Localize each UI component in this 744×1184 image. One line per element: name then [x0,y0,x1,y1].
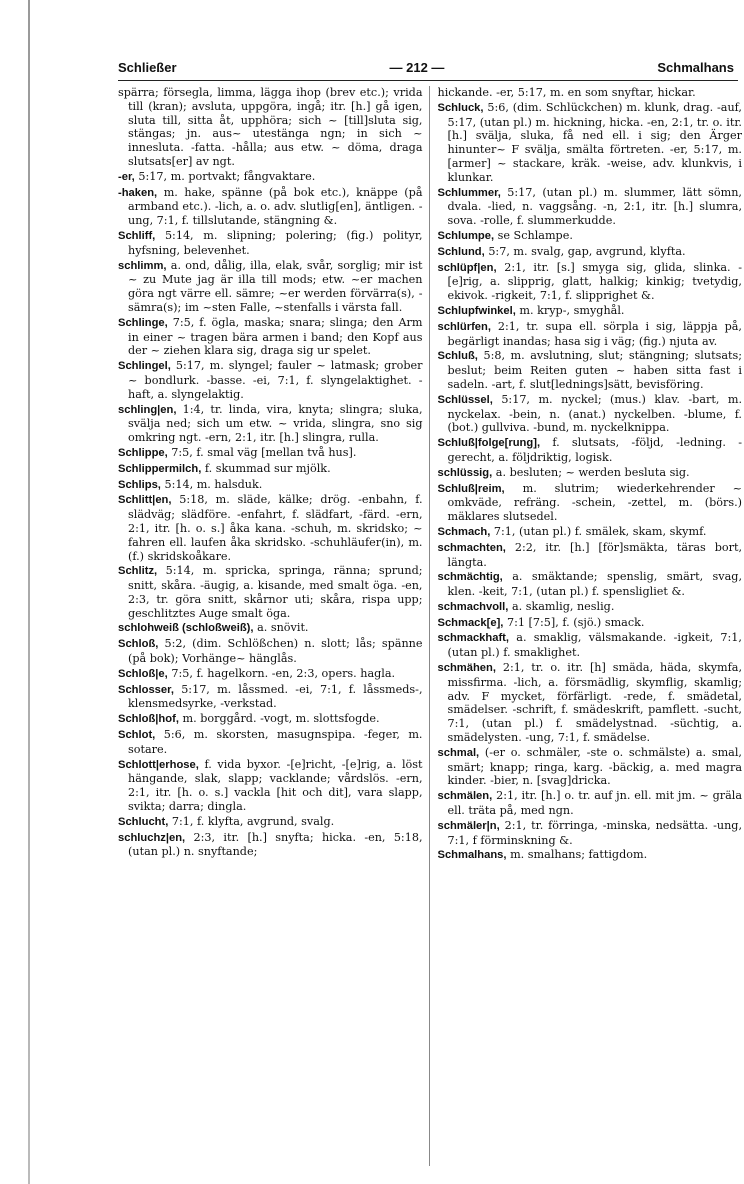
entry-definition: 2:1, tr. förringa, -minska, nedsätta. -ung, 7:1, f förminskning &. [447,818,742,847]
entry-headword: Schluß, [437,350,478,363]
entry-headword: schling|en, [118,403,177,416]
dictionary-entry [118,186,423,228]
entry-headword: Schloß|e, [118,667,168,680]
entry-definition: 5:17, m. låssmed. -ei, 7:1, f. låssmeds-, klensmedsyrke, -verkstad. [128,682,423,711]
dictionary-entry [438,848,743,863]
entry-definition: a. skamlig, neslig. [511,599,615,613]
entry-headword: schmächtig, [437,571,503,584]
entry-definition: 2:1, itr. [h.] o. tr. auf jn. ell. mit jm. ~ gräla ell. träta på, med ngn. [447,789,742,818]
dictionary-entry [118,637,423,666]
entry-headword: Schloß, [118,638,159,651]
entry-definition: 5:17, m. slyngel; fauler ~ latmask; grober ~ bondlurk. -basse. -ei, 7:1, f. slyngelaktighet. -haft, a. slyngelaktig. [128,359,423,401]
entry-headword: schlohweiß (schloßweiß), [118,622,254,635]
entry-definition: a. smaklig, välsmakande. -igkeit, 7:1, (utan pl.) f. smaklighet. [447,631,742,660]
entry-definition: 7:5, f. smal väg [mellan två hus]. [171,445,357,459]
entry-headword: schmal, [437,746,480,759]
dictionary-entry [118,316,423,358]
entry-definition: 5:14, m. halsduk. [164,477,263,491]
dictionary-entry [118,621,423,636]
dictionary-entry [118,728,423,757]
entry-definition: a. snövit. [257,621,309,635]
dictionary-entry [438,541,743,570]
dictionary-entry [438,229,743,244]
entry-definition: 7:5, f. ögla, maska; snara; slinga; den Arm in einer ~ tragen bära armen i band; den Kopf aus der ~ ziehen klara sig, draga sig ur spelet. [128,315,423,358]
entry-definition: 7:1, f. klyfta, avgrund, svalg. [171,814,335,828]
dictionary-entry [118,478,423,493]
entry-definition: 7:1 [7:5], f. (sjö.) smack. [506,615,645,629]
entry-definition: 7:1, (utan pl.) f. smälek, skam, skymf. [493,524,707,538]
entry-definition: 2:1, tr. supa ell. sörpla i sig, läppja på, begärligt inandas; hasa sig i väg; (fig.) njuta av. [447,319,742,348]
dictionary-entry [438,661,743,745]
entry-headword: schmackhaft, [437,632,510,645]
page-number: — 212 — [389,60,445,75]
dictionary-entry [118,170,423,185]
entry-headword: -haken, [118,186,158,199]
entry-headword: Schlitt|en, [118,494,172,507]
entry-definition: 5:2, (dim. Schlößchen) n. slott; lås; spänne (på bok); Vorhänge~ hänglås. [128,637,423,666]
dictionary-entry [118,86,423,169]
dictionary-columns [118,86,742,1166]
page-edge-line [28,0,30,1184]
dictionary-entry [118,564,423,620]
entry-headword: Schlosser, [118,683,174,696]
entry-headword: schmachten, [437,541,506,554]
entry-headword: schlimm, [118,259,167,272]
entry-headword: Schluck, [437,101,484,114]
entry-headword: Schlot, [118,729,156,742]
entry-headword: Schlumpe, [437,229,495,242]
running-header [118,60,734,82]
dictionary-entry [438,631,743,660]
entry-headword: schluchz|en, [118,831,186,844]
dictionary-entry [118,359,423,401]
entry-headword: Schlund, [437,245,485,258]
entry-headword: Schlucht, [118,815,169,828]
entry-definition: 2:2, itr. [h.] [för]smäkta, täras bort, längta. [447,540,742,569]
entry-headword: Schluß|reim, [437,482,505,495]
entry-headword: Schliff, [118,229,156,242]
entry-headword: schlüssig, [437,466,493,479]
entry-definition: 5:8, m. avslutning, slut; stängning; slutsats; beslut; beim Reiten guten ~ haben sitta fast i sadeln. -art, f. slut[lednings]sätt, bevisföring. [447,349,742,391]
entry-definition: a. ond, dålig, illa, elak, svår, sorglig; mir ist ~ zu Mute jag är illa till mods; etw. ~er machen göra ngt värre ell. sämre; ~er werden förvärra(s), -sämra(s); im ~sten Falle, ~stenfalls i värsta fall. [128,258,423,314]
dictionary-entry [438,320,743,349]
column-divider [429,86,430,1166]
dictionary-entry [438,261,743,303]
entry-definition: 5:6, m. skorsten, masugnspipa. -feger, m. sotare. [128,728,423,756]
dictionary-entry [118,831,423,860]
dictionary-entry [438,600,743,615]
entry-headword: schlüpf|en, [437,261,497,274]
entry-headword: Schluß|folge[rung], [437,437,541,450]
entry-headword: Schlummer, [437,186,501,199]
entry-definition: f. skummad sur mjölk. [204,461,331,475]
dictionary-entry [438,466,743,481]
entry-definition: f. vida byxor. -[e]richt, -[e]rig, a. löst hängande, slak, slapp; vacklande; vårdslös. -ern, 2:1, itr. [h. o. s.] vackla [hit och dit], vara slapp, svikta; darra; dingla. [128,757,423,814]
entry-definition: hickande. -er, 5:17, m. en som snyftar, hickar. [437,86,696,99]
dictionary-entry [118,758,423,814]
entry-definition: m. borggård. -vogt, m. slottsfogde. [182,712,380,726]
entry-definition: 5:18, m. släde, kälke; drög. -enbahn, f. slädväg; slädföre. -enfahrt, f. slädfart, -färd. -ern, 2:1, itr. [h. o. s.] åka kana. -schuh, m. skridsko; ~ fahren ell. laufen åka skridsko. -schuhläufer(in), m. (f.) skridskoåkare. [128,493,423,563]
entry-headword: -er, [118,170,135,183]
column-right [438,86,743,1166]
entry-definition: f. slutsats, -följd, -ledning. -gerecht, a. följdriktig, logisk. [447,436,742,464]
entry-definition: (-er o. schmäler, -ste o. schmälste) a. smal, smärt; knapp; ringa, karg. -bäckig, a. med magra kinder. -bier, n. [svag]dricka. [447,745,742,788]
column-left [118,86,423,1166]
entry-headword: Schlips, [118,478,161,491]
entry-headword: Schlüssel, [437,393,493,406]
dictionary-entry [118,683,423,712]
entry-headword: Schlippermilch, [118,462,202,475]
dictionary-entry [438,819,743,848]
dictionary-entry [118,259,423,315]
entry-headword: Schlippe, [118,446,168,459]
entry-headword: Schlingel, [118,360,171,373]
entry-definition: 5:6, (dim. Schlückchen) m. klunk, drag. -auf, 5:17, (utan pl.) m. hickning, hicka. -en, 2:1, tr. o. itr. [h.] svälja, sluka, få ned ell. i sig; den Ärger hinunter~ F svälja, smälta förtreten. -er, 5:17, m. [armer] ~ stackare, kräk. -weise, adv. klunkvis, i klunkar. [447,100,742,184]
entry-headword: schmachvoll, [437,600,509,613]
entry-headword: Schlitz, [118,565,158,578]
dictionary-entry [438,393,743,435]
entry-definition: a. besluten; ~ werden besluta sig. [495,465,690,479]
entry-headword: schmälen, [437,790,493,803]
entry-headword: Schlott|erhose, [118,758,199,771]
entry-headword: Schlinge, [118,316,168,329]
entry-definition: 5:7, m. svalg, gap, avgrund, klyfta. [488,244,686,258]
dictionary-entry [438,349,743,391]
entry-headword: Schlupfwinkel, [437,304,516,317]
entry-definition: m. slutrim; wiederkehrender ~ omkväde, refräng. -schein, -zettel, m. (börs.) mäklares slutsedel. [447,481,742,524]
dictionary-entry [438,304,743,319]
entry-headword: Schmalhans, [437,849,507,862]
entry-headword: schlürfen, [437,320,491,333]
header-rule [118,80,738,81]
dictionary-entry [438,101,743,185]
dictionary-entry [438,570,743,599]
dictionary-entry [438,789,743,818]
dictionary-entry [438,436,743,465]
dictionary-entry [438,86,743,100]
entry-definition: m. kryp-, smyghål. [519,303,625,317]
entry-definition: 5:14, m. spricka, springa, ränna; sprund; snitt, skåra. -äugig, a. kisande, med smalt öga. -en, 2:3, tr. göra snitt, skårnor uti; skåra, rispa upp; geschlitztes Auge smalt öga. [128,564,423,620]
entry-definition: 5:17, m. portvakt; fångvaktare. [138,169,316,183]
entry-definition: a. smäktande; spenslig, smärt, svag, klen. -keit, 7:1, (utan pl.) f. spensligliet &. [447,570,742,599]
entry-definition: m. smalhans; fattigdom. [510,848,648,862]
dictionary-entry [118,403,423,445]
dictionary-entry [438,525,743,540]
entry-definition: 5:17, (utan pl.) m. slummer, lätt sömn, dvala. -lied, n. vaggsång. -n, 2:1, itr. [h.] slumra, sova. -rolle, f. slummerkudde. [447,185,742,228]
entry-definition: 2:3, itr. [h.] snyfta; hicka. -en, 5:18, (utan pl.) n. snyftande; [128,830,423,859]
entry-definition: 7:5, f. hagelkorn. -en, 2:3, opers. hagla. [171,666,396,680]
dictionary-entry [438,482,743,524]
entry-headword: schmähen, [437,662,496,675]
dictionary-entry [438,186,743,228]
entry-definition: 2:1, itr. [s.] smyga sig, glida, slinka. -[e]rig, a. slipprig, glatt, halkig; kinkig; tvetydig, ekivok. -rigkeit, 7:1, f. slipprighet &. [447,260,742,303]
entry-definition: se Schlampe. [497,228,573,242]
entry-definition: 2:1, tr. o. itr. [h] smäda, häda, skymfa, missfirma. -lich, a. försmädlig, skymflig, skamlig; adv. F mycket, förfärligt. -rede, f. smädetal, smädelser. -schrift, f. smädeskrift, pamflett. -sucht, 7:1, (utan pl.) f. smädelystnad. -süchtig, a. smädelysten. -ung, 7:1, f. smädelse. [447,661,742,745]
entry-headword: schmäler|n, [437,819,500,832]
dictionary-entry [118,493,423,563]
dictionary-entry [118,462,423,477]
header-left-guideword: Schließer [118,60,177,75]
dictionary-entry [118,667,423,682]
entry-definition: 5:17, m. nyckel; (mus.) klav. -bart, m. nyckelax. -bein, n. (anat.) nyckelben. -blume, f. (bot.) gullviva. -bund, m. nyckelknippa. [447,392,742,435]
dictionary-entry [118,712,423,727]
dictionary-entry [438,616,743,631]
entry-definition: spärra; försegla, limma, lägga ihop (brev etc.); vrida till (kran); avsluta, uppgöra, ingå; itr. [h.] gå igen, sluta till, sitta åt, upphöra; sich ~ [till]sluta sig, stängas; jn. aus~ utestänga ngn; in sich ~ innesluta. -fatta. -hålla; aus etw. ~ döma, draga slutsats[er] av ngt. [118,86,423,168]
dictionary-entry [118,446,423,461]
entry-definition: m. hake, spänne (på bok etc.), knäppe (på armband etc.). -lich, a. o. adv. slutlig[en], äntligen. -ung, 7:1, f. tillslutande, stängning &. [128,185,423,228]
dictionary-entry [118,815,423,830]
entry-headword: Schloß|hof, [118,713,179,726]
entry-headword: Schmack[e], [437,616,504,629]
dictionary-entry [118,229,423,258]
header-right-guideword: Schmalhans [657,60,734,75]
entry-definition: 1:4, tr. linda, vira, knyta; slingra; sluka, svälja ned; sich um etw. ~ vrida, slingra, sno sig omkring ngt. -ern, 2:1, itr. [h.] slingra, rulla. [128,402,423,445]
dictionary-entry [438,245,743,260]
entry-headword: Schmach, [437,525,491,538]
entry-definition: 5:14, m. slipning; polering; (fig.) polityr, hyfsning, belevenhet. [128,228,423,257]
dictionary-entry [438,746,743,788]
